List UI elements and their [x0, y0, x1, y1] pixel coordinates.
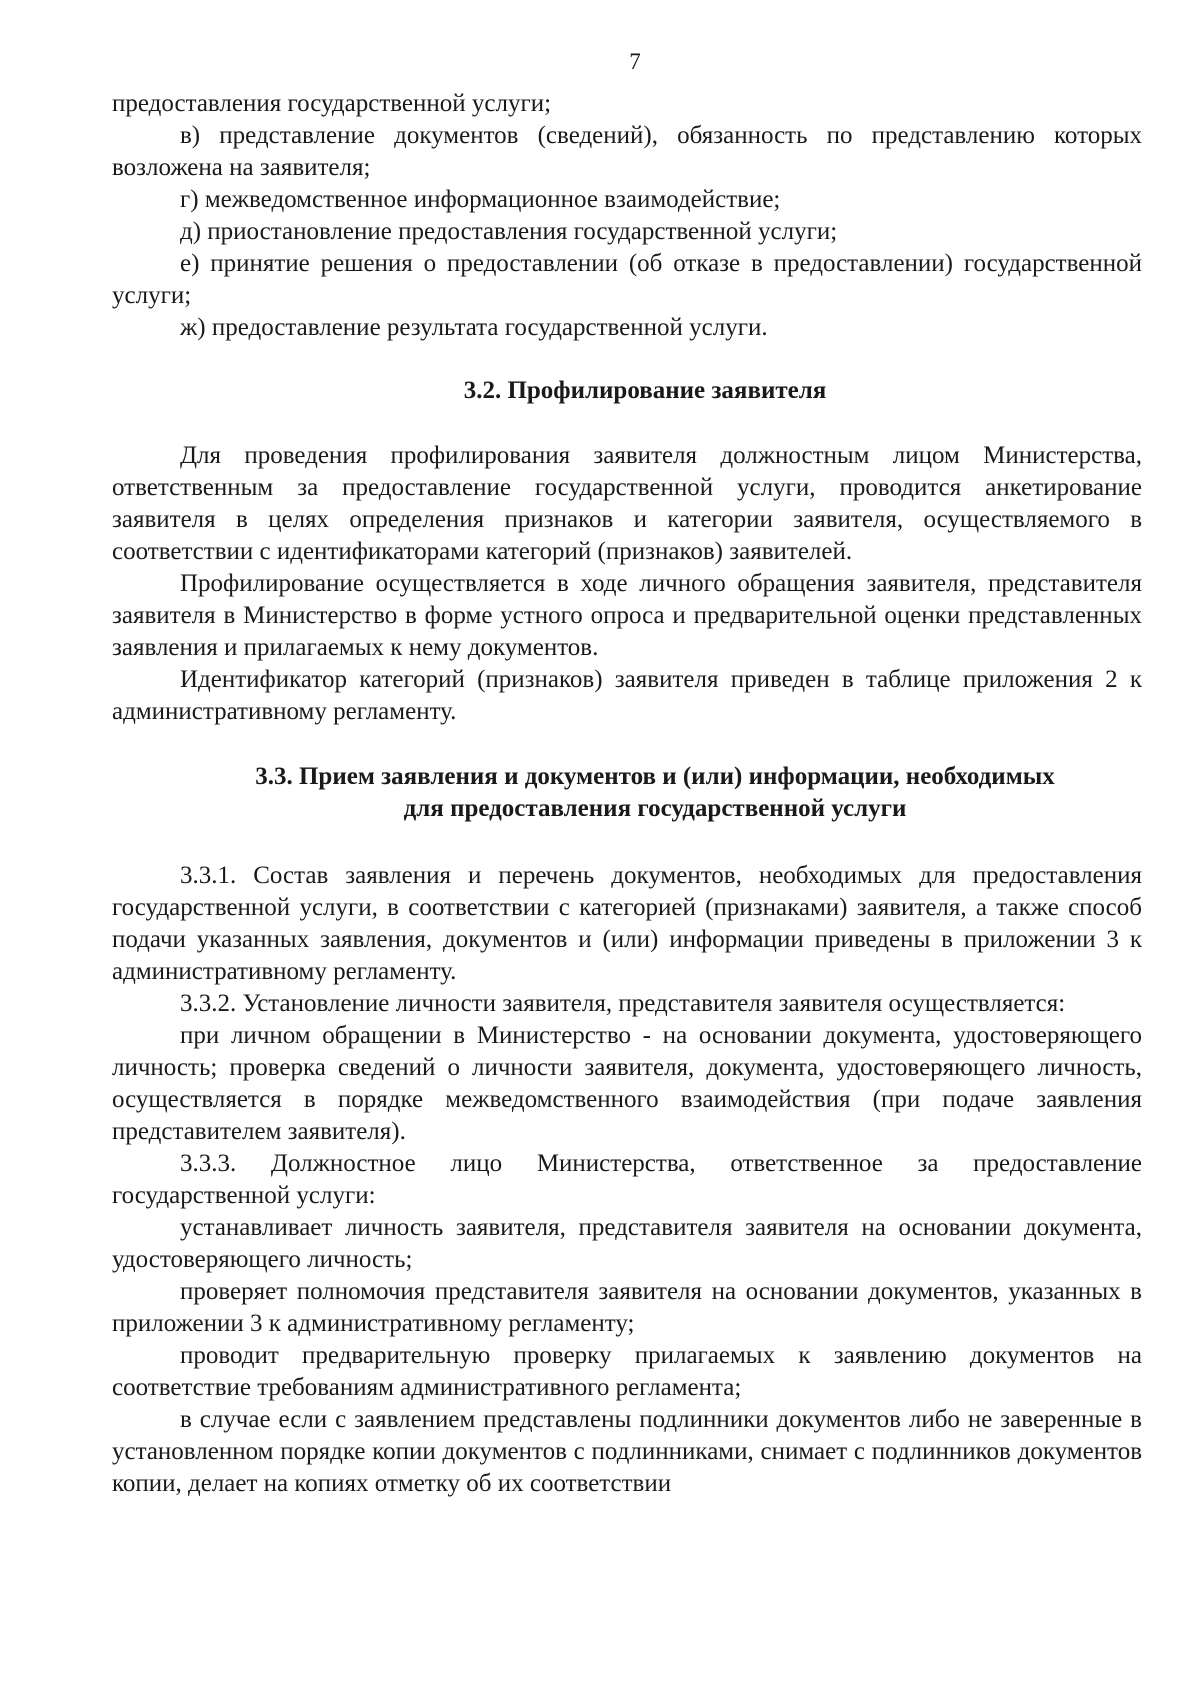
- section-3-2-paragraph-3: Идентификатор категорий (признаков) заявителя приведен в таблице приложения 2 к административному регламенту.: [112, 666, 1142, 725]
- paragraph-identity-check: при личном обращении в Министерство - на основании документа, удостоверяющего личность; проверка сведений о личности заявителя, документа, удостоверяющего личность, осуществляется в порядке межведомственного взаимодействия (при подаче заявления представителем заявителя).: [112, 1022, 1142, 1145]
- intro-lead-in: предоставления государственной услуги;: [112, 90, 552, 117]
- section-3-2-paragraph-1: Для проведения профилирования заявителя должностным лицом Министерства, ответственным за предоставление государственной услуги, проводится анкетирование заявителя в целях определения признаков и категории заявителя, осуществляемого в соответствии с идентификаторами категорий (признаков) заявителей.: [112, 442, 1142, 565]
- paragraph-original-copies: в случае если с заявлением представлены подлинники документов либо не заверенные в установленном порядке копии документов с подлинниками, снимает с подлинников документов копии, делает на копиях отметку об их соответствии: [112, 1406, 1142, 1497]
- paragraph-3-3-2: 3.3.2. Установление личности заявителя, представителя заявителя осуществляется:: [180, 990, 1066, 1017]
- paragraph-checks-authority: проверяет полномочия представителя заявителя на основании документов, указанных в приложении 3 к административному регламенту;: [112, 1278, 1142, 1337]
- stage-item-d: д) приостановление предоставления государственной услуги;: [180, 218, 838, 245]
- document-page: [112, 48, 1142, 1500]
- section-3-3-heading-line-2: для предоставления государственной услуги: [403, 795, 907, 822]
- section-3-3-heading: [112, 761, 1142, 825]
- page-number: 7: [629, 49, 641, 74]
- paragraph-3-3-3: 3.3.3. Должностное лицо Министерства, ответственное за предоставление государственной услуги:: [112, 1150, 1142, 1209]
- stage-item-g: г) межведомственное информационное взаимодействие;: [180, 186, 781, 213]
- section-3-3-heading-line-1: 3.3. Прием заявления и документов и (или) информации, необходимых: [255, 763, 1055, 790]
- paragraph-establishes-identity: устанавливает личность заявителя, представителя заявителя на основании документа, удостоверяющего личность;: [112, 1214, 1142, 1273]
- stage-item-zh: ж) предоставление результата государственной услуги.: [180, 314, 768, 341]
- stage-item-v: в) представление документов (сведений), обязанность по представлению которых возложена на заявителя;: [112, 122, 1142, 181]
- stage-item-e: е) принятие решения о предоставлении (об отказе в предоставлении) государственной услуги;: [112, 250, 1142, 309]
- paragraph-3-3-1: 3.3.1. Состав заявления и перечень документов, необходимых для предоставления государственной услуги, в соответствии с категорией (признаками) заявителя, а также способ подачи указанных заявления, документов и (или) информации приведены в приложении 3 к административному регламенту.: [112, 862, 1142, 985]
- section-3-2-heading: 3.2. Профилирование заявителя: [463, 377, 827, 404]
- section-3-2-paragraph-2: Профилирование осуществляется в ходе личного обращения заявителя, представителя заявителя в Министерство в форме устного опроса и предварительной оценки представленных заявления и прилагаемых к нему документов.: [112, 570, 1142, 661]
- paragraph-preliminary-check: проводит предварительную проверку прилагаемых к заявлению документов на соответствие требованиям административного регламента;: [112, 1342, 1142, 1401]
